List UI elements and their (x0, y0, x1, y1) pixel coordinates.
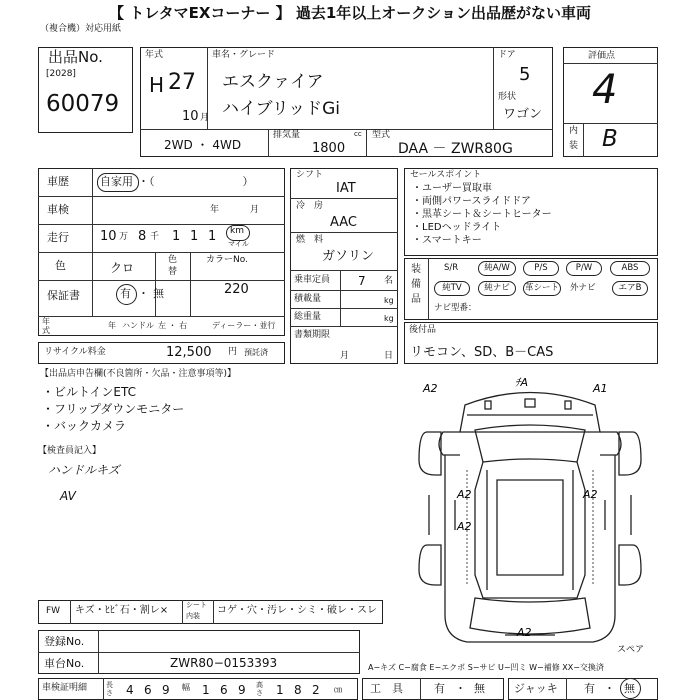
len-d2: 6 (144, 683, 152, 697)
car-diagram (405, 370, 655, 660)
warranty-no: 無 (153, 287, 164, 300)
equip-tv: 純TV (434, 281, 470, 296)
capacity-unit: 名 (384, 276, 394, 286)
lot-tag: [2028] (46, 69, 76, 79)
car-grade: ハイブリッドGi (222, 99, 341, 119)
aftermarket-value: リモコン、SD、B－CAS (410, 345, 554, 360)
dimensions-label: 車検証明細 (42, 683, 88, 693)
color-change-2: 替 (168, 267, 178, 277)
recycle-value: 12,500 (166, 345, 212, 360)
displacement-value: 1800 (312, 141, 346, 156)
drive-value: 2WD ・ 4WD (164, 138, 242, 152)
recycle-note: 預託済 (244, 348, 268, 357)
equip-aw: 純A/W (478, 261, 516, 276)
legend: A−キズ C−腐食 E−エクボ S−サビ U−凹ミ W−補修 XX−交換済 (368, 663, 604, 672)
mileage-label: 走行 (47, 231, 69, 244)
len-d1: 4 (126, 683, 134, 697)
mileage-d4: 1 (190, 229, 199, 244)
mileage-mile: マイル (228, 240, 249, 248)
score-value: 4 (592, 67, 618, 113)
mileage-u1: 万 (119, 232, 129, 242)
damage-mark-front-left: A2 (423, 382, 438, 395)
shape-label: 形状 (498, 92, 517, 102)
docs-unit-2: 日 (384, 351, 394, 361)
equip-ext-navi: 外ナビ (570, 283, 596, 293)
handle-label: ハンドル (122, 321, 154, 330)
capacity-value: 7 (358, 274, 366, 288)
reg-row-label-2: 式 (42, 326, 50, 335)
inspector-label: 【検査員記入】 (38, 446, 102, 456)
damage-mark-rear: A2 (517, 626, 532, 639)
recycle-label: リサイクル料金 (44, 347, 106, 357)
fuel-value: ガソリン (322, 249, 375, 264)
mileage-d1: 10 (100, 229, 117, 244)
equip-ps: P/S (523, 261, 559, 276)
load-unit: kg (384, 296, 394, 305)
header-title: 【 トレタマEXコーナー 】 過去1年以上オークション出品歴がない車両 (108, 4, 592, 22)
color-no-label: カラーNo. (206, 255, 248, 265)
history-rest: ・（ ） (138, 175, 254, 188)
jack-yes: 有 (584, 682, 595, 695)
aftermarket-label: 後付品 (409, 325, 437, 335)
jack-no: 無 (624, 682, 635, 695)
listing-note-3: ・バックカメラ (42, 419, 127, 433)
wid-d2: 6 (220, 683, 228, 697)
mileage-d2: 8 (138, 229, 147, 244)
year-month: 10 (182, 109, 199, 124)
car-label: 車名・グレード (212, 50, 276, 60)
equipment-label-3: 品 (411, 294, 421, 305)
displacement-unit: cc (354, 130, 362, 138)
interior-value: B (602, 126, 618, 152)
inspector-line-2: AV (60, 489, 76, 503)
dimension-unit: ㎝ (334, 685, 342, 694)
sales-point-1: ・ユーザー買取車 (412, 183, 492, 194)
sales-point-3: ・黒革シート＆シートヒーター (412, 209, 552, 220)
reg-row-label-1: 年 (42, 317, 50, 326)
shift-value: IAT (336, 181, 356, 196)
ac-label: 冷 房 (296, 201, 324, 211)
car-name: エスクァイア (222, 72, 324, 92)
warranty-sep: ・ (138, 287, 149, 300)
equip-navi-model: ナビ型番： (434, 303, 477, 313)
year-month-unit: 月 (200, 113, 210, 123)
reg-row-year: 年 (108, 321, 116, 330)
displacement-label: 排気量 (273, 130, 301, 140)
doors-value: 5 (519, 64, 531, 85)
shift-label: シフト (296, 170, 324, 180)
equipment-label-1: 装 (411, 264, 421, 275)
load-label: 積載量 (294, 294, 322, 304)
docs-unit: 月 (340, 351, 350, 361)
dealer-label: ディーラー・並行 (212, 321, 276, 330)
handle-options: 左 ・ 右 (158, 321, 188, 330)
tools-no: 無 (474, 682, 485, 695)
equip-sr: S/R (444, 263, 459, 273)
inspection-year-unit: 年 (210, 205, 220, 215)
sales-point-5: ・スマートキー (412, 235, 482, 246)
len-label: 長さ (106, 681, 113, 697)
mileage-km: km (230, 226, 244, 236)
wid-label: 幅 (182, 683, 190, 692)
year-label: 年式 (145, 50, 164, 60)
model-label: 型式 (372, 130, 391, 140)
score-label: 評価点 (588, 51, 616, 61)
history-value: 自家用 (100, 175, 133, 188)
color-no-value: 220 (224, 282, 249, 297)
jack-sep: ・ (604, 682, 615, 695)
tools-sep: ・ (455, 682, 466, 695)
mileage-d5: 1 (208, 229, 217, 244)
hgt-d1: 1 (276, 683, 284, 697)
inspection-month-unit: 月 (250, 205, 260, 215)
sales-point-4: ・LEDヘッドライト (412, 222, 502, 233)
seat-items: コゲ・穴・汚レ・シミ・破レ・スレ (217, 605, 377, 616)
fw-items: キズ・ﾋﾋﾞ石・割レ× (75, 605, 169, 616)
spare-label: スペア (617, 645, 645, 655)
ac-value: AAC (330, 215, 357, 230)
model-value: DAA － ZWR80G (398, 141, 513, 157)
jack-label: ジャッキ (514, 682, 558, 695)
color-change-1: 色 (168, 255, 178, 265)
equip-airbag: エアB (612, 281, 648, 296)
color-label: 色 (55, 259, 66, 272)
sales-point-2: ・両側パワースライドドア (412, 196, 531, 207)
fuel-label: 燃 料 (296, 235, 324, 245)
chassis-label: 車台No. (44, 657, 85, 670)
header-sub: （複合機）対応用紙 (40, 24, 122, 34)
equip-navi: 純ナビ (478, 281, 516, 296)
wid-d3: 9 (238, 683, 246, 697)
seat-label-2: 内装 (186, 612, 200, 620)
color-value: クロ (110, 261, 135, 275)
history-label: 車歴 (47, 175, 69, 188)
chassis-value: ZWR80−0153393 (170, 656, 278, 670)
hgt-label: 高さ (256, 681, 263, 697)
warranty-yes: 有 (120, 287, 131, 300)
inspector-line-1: ハンドルキズ (48, 463, 120, 477)
interior-label-2: 装 (569, 141, 579, 151)
damage-mark-front-right: A1 (593, 382, 608, 395)
equipment-label-2: 備 (411, 279, 421, 290)
year-era: H (149, 73, 165, 97)
warranty-label: 保証書 (47, 289, 80, 302)
equip-leather: 革シート (523, 281, 561, 296)
listing-notes-label: 【出品店申告欄(不良箇所・欠品・注意事項等)】 (40, 369, 237, 379)
equip-abs: ABS (610, 261, 650, 276)
gross-label: 総重量 (294, 312, 322, 322)
tools-label: 工 具 (370, 682, 403, 695)
shape-value: ワゴン (503, 107, 543, 122)
inspection-label: 車検 (47, 203, 69, 216)
mileage-u2: 千 (150, 232, 160, 242)
interior-label-1: 内 (569, 126, 579, 136)
fw-label: FW (46, 606, 61, 616)
hgt-d3: 2 (312, 683, 320, 697)
lot-label: 出品No. (48, 48, 103, 66)
reg-no-label: 登録No. (44, 635, 85, 648)
sales-points-label: セールスポイント (410, 170, 482, 180)
tools-yes: 有 (434, 682, 445, 695)
lot-number: 60079 (46, 91, 120, 117)
len-d3: 9 (162, 683, 170, 697)
docs-label: 書類期限 (294, 330, 331, 340)
equip-pw: P/W (566, 261, 602, 276)
doors-label: ドア (498, 50, 516, 60)
damage-mark-right: A2 (583, 488, 598, 501)
damage-mark-left-2: A2 (457, 520, 472, 533)
year-value: 27 (168, 70, 196, 95)
listing-note-1: ・ビルトインETC (42, 385, 136, 399)
wid-d1: 1 (202, 683, 210, 697)
mileage-d3: 1 (172, 229, 181, 244)
seat-label-1: シート (186, 601, 207, 609)
capacity-label: 乗車定員 (294, 275, 331, 285)
listing-note-2: ・フリップダウンモニター (42, 402, 185, 416)
damage-mark-left-1: A2 (457, 488, 472, 501)
gross-unit: kg (384, 314, 394, 323)
hgt-d2: 8 (294, 683, 302, 697)
damage-mark-front-center: ﾁA (515, 376, 529, 389)
recycle-unit: 円 (228, 347, 238, 357)
